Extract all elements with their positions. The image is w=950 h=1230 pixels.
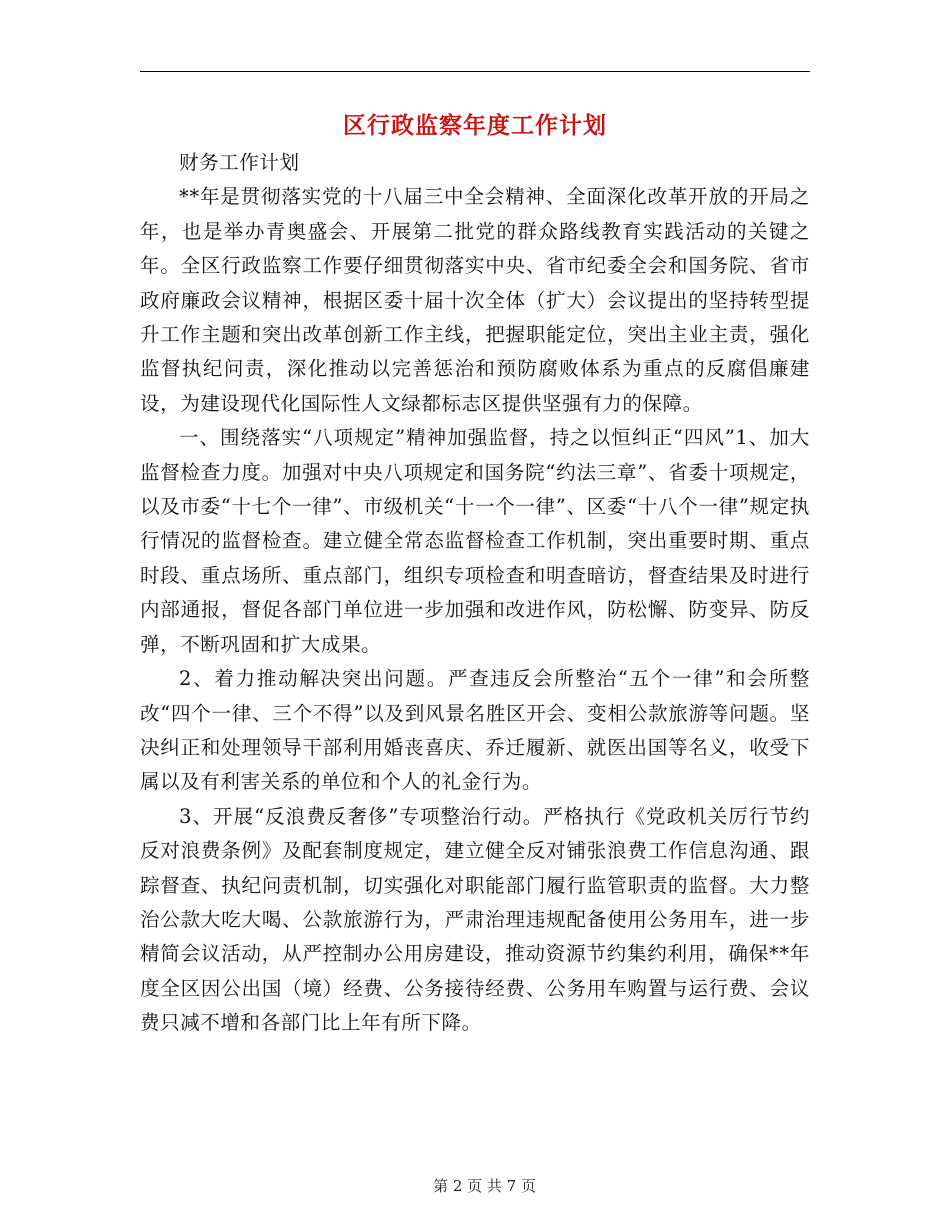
document-body <box>140 146 810 1041</box>
body-paragraph: 一、围绕落实“八项规定”精神加强监督，持之以恒纠正“四风”1、加大监督检查力度。加强对中央八项规定和国务院“约法三章”、省委十项规定，以及市委“十七个一律”、市级机关“十一个一律”、区委“十八个一律”规定执行情况的监督检查。建立健全常态监督检查工作机制，突出重要时期、重点时段、重点场所、重点部门，组织专项检查和明查暗访，督查结果及时进行内部通报，督促各部门单位进一步加强和改进作风，防松懈、防变异、防反弹，不断巩固和扩大成果。 <box>140 426 810 656</box>
page-number: 第 2 页 共 7 页 <box>433 1177 536 1195</box>
body-paragraph: 2、着力推动解决突出问题。严查违反会所整治“五个一律”和会所整改“四个一律、三个不得”以及到风景名胜区开会、变相公款旅游等问题。坚决纠正和处理领导干部利用婚丧喜庆、乔迁履新、就医出国等名义，收受下属以及有利害关系的单位和个人的礼金行为。 <box>140 667 810 794</box>
body-paragraph: 财务工作计划 <box>179 151 300 174</box>
body-paragraph: **年是贯彻落实党的十八届三中全会精神、全面深化改革开放的开局之年，也是举办青奥盛会、开展第二批党的群众路线教育实践活动的关键之年。全区行政监察工作要仔细贯彻落实中央、省市纪委全会和国务院、省市政府廉政会议精神，根据区委十届十次全体（扩大）会议提出的坚持转型提升工作主题和突出改革创新工作主线，把握职能定位，突出主业主责，强化监督执纪问责，深化推动以完善惩治和预防腐败体系为重点的反腐倡廉建设，为建设现代化国际性人文绿都标志区提供坚强有力的保障。 <box>140 185 810 415</box>
document-title: 区行政监察年度工作计划 <box>343 112 607 139</box>
body-paragraph: 3、开展“反浪费反奢侈”专项整治行动。严格执行《党政机关厉行节约反对浪费条例》及配套制度规定，建立健全反对铺张浪费工作信息沟通、跟踪督查、执纪问责机制，切实强化对职能部门履行监管职责的监督。大力整治公款大吃大喝、公款旅游行为，严肃治理违规配备使用公务用车，进一步精简会议活动，从严控制办公用房建设，推动资源节约集约利用，确保**年度全区因公出国（境）经费、公务接待经费、公务用车购置与运行费、会议费只减不增和各部门比上年有所下降。 <box>140 804 810 1035</box>
header-rule <box>140 71 810 72</box>
page-footer <box>140 1150 810 1222</box>
